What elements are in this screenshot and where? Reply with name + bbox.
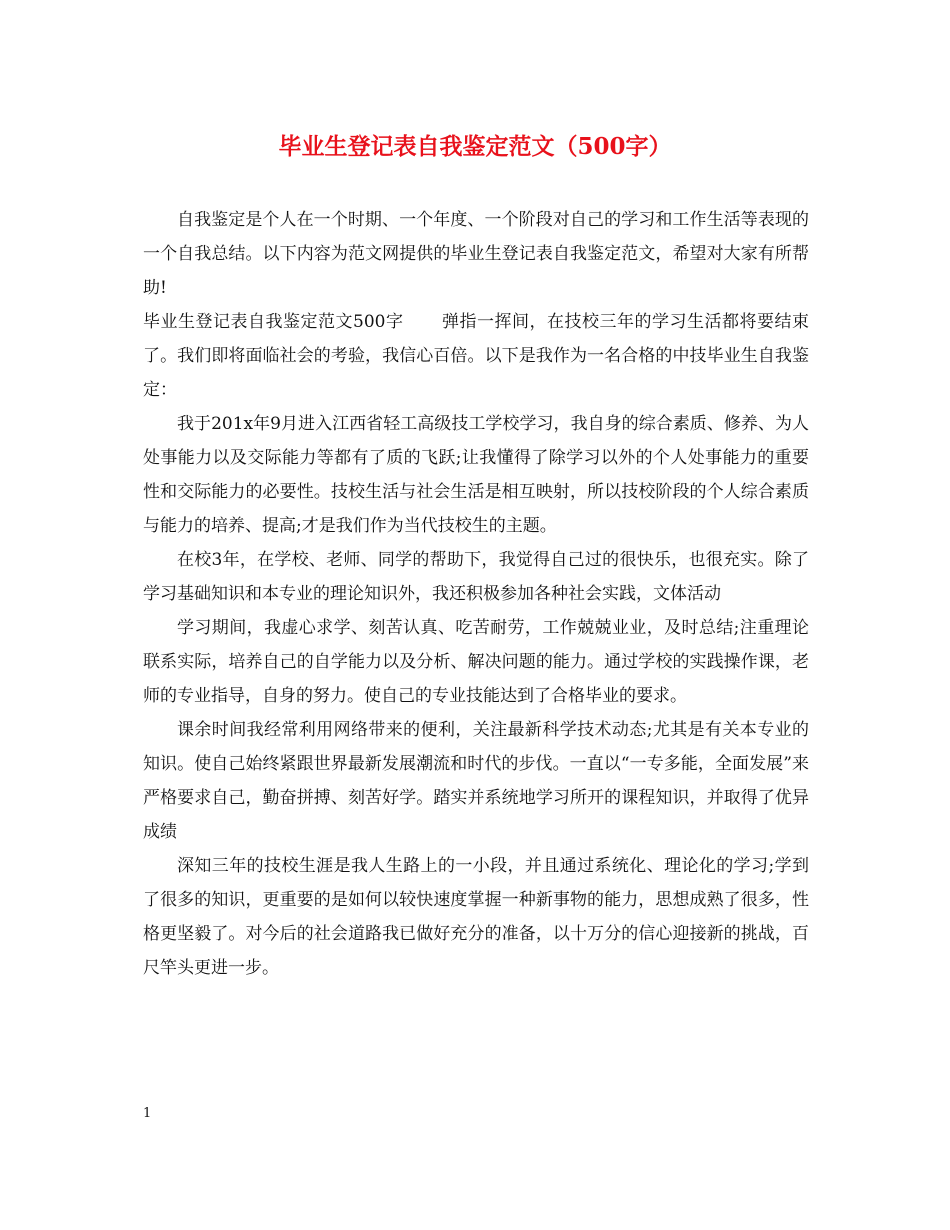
- body-paragraph: 深知三年的技校生涯是我人生路上的一小段，并且通过系统化、理论化的学习;学到了很多的知识，更重要的是如何以较快速度掌握一种新事物的能力，思想成熟了很多，性格更坚毅了。对今后的社会道路我已做好充分的准备，以十万分的信心迎接新的挑战，百尺竿头更进一步。: [143, 856, 809, 978]
- section-heading: 毕业生登记表自我鉴定范文500字: [143, 312, 404, 332]
- section-paragraph: [143, 305, 809, 407]
- page-number: 1: [143, 1106, 152, 1121]
- document-body: [143, 203, 809, 985]
- section-first-text: 弹指一挥间，在技校三年的学习生活都将要结束了。我们即将面临社会的考验，我信心百倍。以下是我作为一名合格的中技毕业生自我鉴定：: [143, 312, 809, 400]
- body-paragraph: 学习期间，我虚心求学、刻苦认真、吃苦耐劳，工作兢兢业业，及时总结;注重理论联系实际，培养自己的自学能力以及分析、解决问题的能力。通过学校的实践操作课，老师的专业指导，自身的努力。使自己的专业技能达到了合格毕业的要求。: [143, 618, 809, 706]
- body-paragraph: 在校3年，在学校、老师、同学的帮助下，我觉得自己过的很快乐，也很充实。除了学习基础知识和本专业的理论知识外，我还积极参加各种社会实践，文体活动: [143, 550, 809, 604]
- body-paragraph: 我于201x年9月进入江西省轻工高级技工学校学习，我自身的综合素质、修养、为人处事能力以及交际能力等都有了质的飞跃;让我懂得了除学习以外的个人处事能力的重要性和交际能力的必要性。技校生活与社会生活是相互映射，所以技校阶段的个人综合素质与能力的培养、提高;才是我们作为当代技校生的主题。: [143, 414, 809, 536]
- document-title: 毕业生登记表自我鉴定范文（500字）: [278, 133, 672, 160]
- intro-paragraph: 自我鉴定是个人在一个时期、一个年度、一个阶段对自己的学习和工作生活等表现的一个自我总结。以下内容为范文网提供的毕业生登记表自我鉴定范文，希望对大家有所帮助!: [143, 210, 809, 298]
- body-paragraph: 课余时间我经常利用网络带来的便利，关注最新科学技术动态;尤其是有关本专业的知识。使自己始终紧跟世界最新发展潮流和时代的步伐。一直以“一专多能，全面发展”来严格要求自己，勤奋拼搏、刻苦好学。踏实并系统地学习所开的课程知识，并取得了优异成绩: [143, 720, 809, 842]
